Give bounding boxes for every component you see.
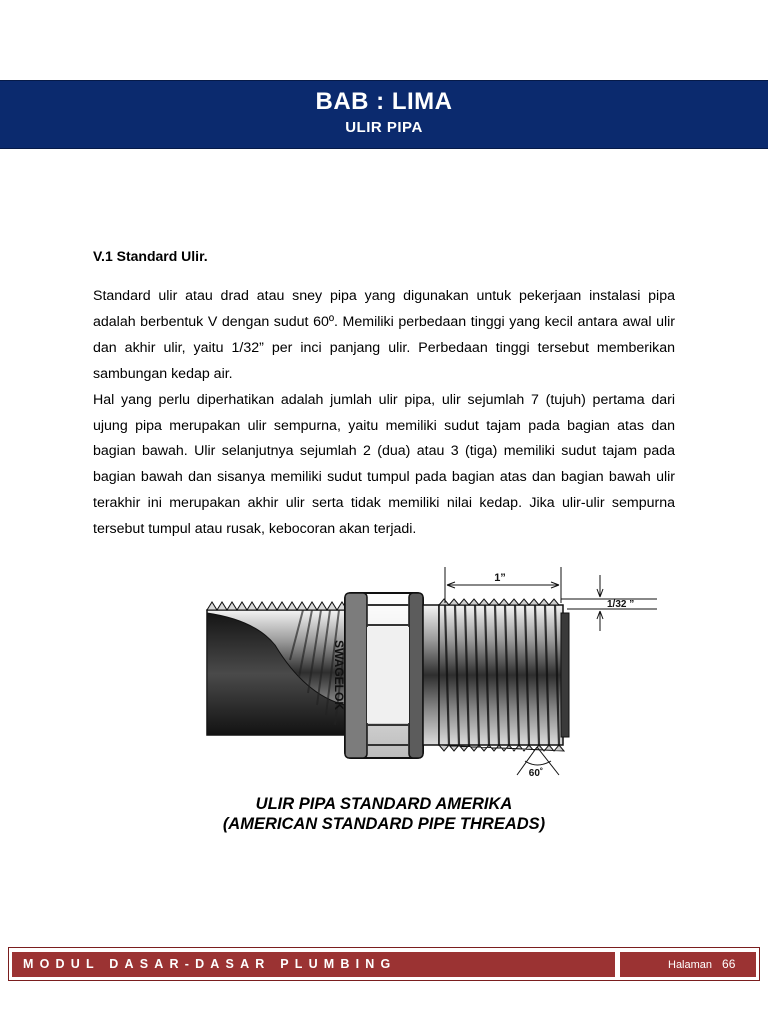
page-number: 66 (722, 957, 736, 971)
pipe-fitting-illustration (195, 565, 665, 780)
pipe-thread-figure (195, 565, 665, 780)
dimension-length-label: 1” (494, 572, 506, 584)
paragraph-1: Standard ulir atau drad atau sney pipa yang digunakan untuk pekerjaan instalasi pipa adalah berbentuk V dengan sudut 60º. Memiliki perbedaan tinggi yang kecil antara awal ulir dan akhir ulir, yaitu 1/32” per inci panjang ulir. Perbedaan tinggi tersebut memberikan sambungan kedap air. (93, 288, 675, 382)
chapter-banner (0, 80, 768, 149)
figure-caption-line2: (AMERICAN STANDARD PIPE THREADS) (222, 815, 546, 833)
footer-page-info (620, 952, 756, 977)
chapter-subtitle: ULIR PIPA (345, 119, 423, 136)
footer-module-title: MODUL DASAR-DASAR PLUMBING (12, 952, 615, 977)
dimension-taper-label: 1/32 ” (607, 599, 635, 610)
hex-nut (332, 593, 423, 758)
female-thread-body (207, 602, 347, 735)
body-text (93, 284, 675, 543)
section-heading: V.1 Standard Ulir. (93, 248, 208, 264)
paragraph-2: Hal yang perlu diperhatikan adalah jumlah ulir pipa, ulir sejumlah 7 (tujuh) pertama dari ujung pipa merupakan ulir sempurna, yaitu memiliki sudut tajam pada bagian atas dan bagian bawah. Ulir selanjutnya sejumlah 2 (dua) atau 3 (tiga) memiliki sudut tajam pada bagian bawah dan sisanya memiliki sudut tumpul pada bagian atas dan bagian bawah ulir terakhir ini merupakan akhir ulir serta tidak memiliki nilai kedap. Jika ulir-ulir sempurna tersebut tumpul atau rusak, kebocoran akan terjadi. (93, 391, 675, 538)
dimension-angle-label: 60˚ (528, 768, 544, 779)
male-thread-body (423, 599, 569, 751)
figure-caption-line1: ULIR PIPA STANDARD AMERIKA (255, 795, 513, 813)
brand-label: SWAGELOK (332, 639, 346, 711)
chapter-title: BAB : LIMA (315, 88, 453, 115)
page-label: Halaman (668, 959, 713, 971)
